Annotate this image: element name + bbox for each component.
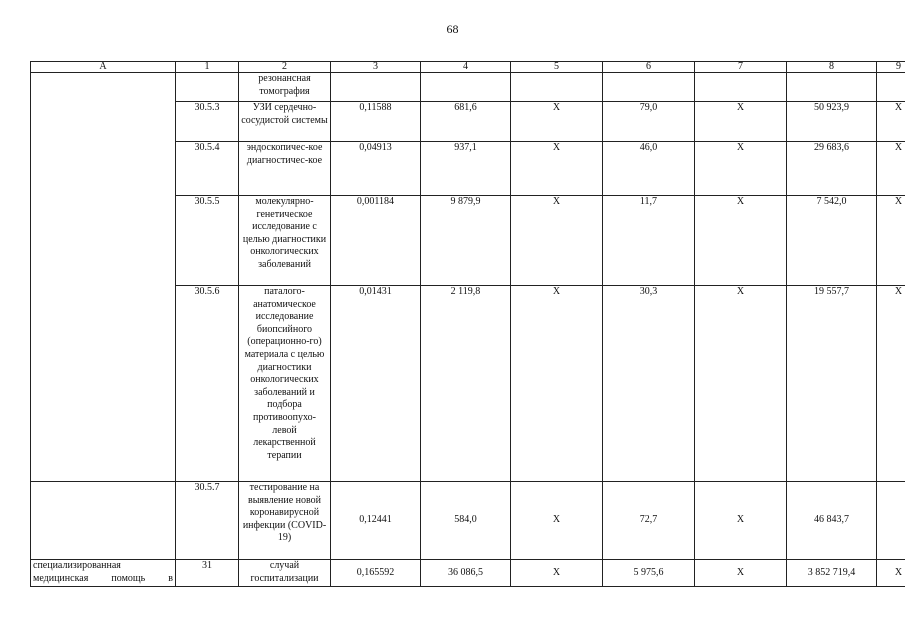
- cell-8: 3 852 719,4: [787, 560, 877, 587]
- cell-9: X: [877, 102, 905, 142]
- cell-code: 30.5.4: [176, 142, 239, 196]
- column-header-6: 6: [603, 62, 695, 73]
- cell-6: 5 975,6: [603, 560, 695, 587]
- cell-9: [877, 73, 905, 102]
- cell-code: [176, 73, 239, 102]
- cell-5: X: [511, 102, 603, 142]
- column-header-7: 7: [695, 62, 787, 73]
- data-table: [30, 61, 905, 587]
- cell-code: 30.5.6: [176, 286, 239, 482]
- cell-4: 2 119,8: [421, 286, 511, 482]
- cell-9: X: [877, 196, 905, 286]
- cell-3: 0,04913: [331, 142, 421, 196]
- column-header-a: A: [31, 62, 176, 73]
- cell-4: 36 086,5: [421, 560, 511, 587]
- cell-6: 46,0: [603, 142, 695, 196]
- cell-8: 29 683,6: [787, 142, 877, 196]
- cell-6: 72,7: [603, 482, 695, 560]
- cell-name: паталого-анатомическое исследование биопсийного (операционно-го) материала с целью диагностики онкологических заболеваний и подбора противоопухо-левой лекарственной терапии: [239, 286, 331, 482]
- cell-9: [877, 482, 905, 560]
- cell-7: X: [695, 482, 787, 560]
- cell-5: X: [511, 196, 603, 286]
- cell-3: 0,11588: [331, 102, 421, 142]
- table-row: [31, 560, 905, 587]
- cell-9: X: [877, 560, 905, 587]
- cell-5: [511, 73, 603, 102]
- table-row: [31, 73, 905, 102]
- cell-4: [421, 73, 511, 102]
- cell-name: случай госпитализации: [239, 560, 331, 587]
- cell-8: [787, 73, 877, 102]
- cell-3: 0,165592: [331, 560, 421, 587]
- cell-7: X: [695, 196, 787, 286]
- cell-4: 937,1: [421, 142, 511, 196]
- cell-name: УЗИ сердечно-сосудистой системы: [239, 102, 331, 142]
- cell-name: резонансная томография: [239, 73, 331, 102]
- table-row: [31, 482, 905, 560]
- column-header-9: 9: [877, 62, 905, 73]
- cell-8: 7 542,0: [787, 196, 877, 286]
- cell-5: X: [511, 286, 603, 482]
- cell-4: 9 879,9: [421, 196, 511, 286]
- cell-5: X: [511, 142, 603, 196]
- cell-3: 0,001184: [331, 196, 421, 286]
- cell-3: [331, 73, 421, 102]
- cell-4: 681,6: [421, 102, 511, 142]
- cell-code: 31: [176, 560, 239, 587]
- cell-6: 79,0: [603, 102, 695, 142]
- page-number: 68: [446, 22, 459, 36]
- cell-8: 50 923,9: [787, 102, 877, 142]
- cell-9: X: [877, 142, 905, 196]
- cell-code: 30.5.7: [176, 482, 239, 560]
- cell-7: X: [695, 102, 787, 142]
- column-header-5: 5: [511, 62, 603, 73]
- cell-8: 46 843,7: [787, 482, 877, 560]
- column-header-3: 3: [331, 62, 421, 73]
- cell-a: специализированная медицинская помощь в: [31, 560, 176, 587]
- cell-6: [603, 73, 695, 102]
- column-header-4: 4: [421, 62, 511, 73]
- cell-5: X: [511, 560, 603, 587]
- cell-6: 11,7: [603, 196, 695, 286]
- cell-name: тестирование на выявление новой коронавирусной инфекции (COVID-19): [239, 482, 331, 560]
- cell-9: X: [877, 286, 905, 482]
- cell-3: 0,12441: [331, 482, 421, 560]
- cell-code: 30.5.3: [176, 102, 239, 142]
- cell-name: эндоскопичес-кое диагностичес-кое: [239, 142, 331, 196]
- cell-7: X: [695, 142, 787, 196]
- column-header-1: 1: [176, 62, 239, 73]
- cell-7: X: [695, 286, 787, 482]
- cell-code: 30.5.5: [176, 196, 239, 286]
- cell-3: 0,01431: [331, 286, 421, 482]
- cell-a: [31, 73, 176, 482]
- cell-8: 19 557,7: [787, 286, 877, 482]
- cell-7: [695, 73, 787, 102]
- cell-a: [31, 482, 176, 560]
- column-header-2: 2: [239, 62, 331, 73]
- table-header-row: [31, 62, 905, 73]
- cell-6: 30,3: [603, 286, 695, 482]
- column-header-8: 8: [787, 62, 877, 73]
- cell-4: 584,0: [421, 482, 511, 560]
- cell-7: X: [695, 560, 787, 587]
- cell-5: X: [511, 482, 603, 560]
- cell-name: молекулярно-генетическое исследование с целью диагностики онкологических заболеваний: [239, 196, 331, 286]
